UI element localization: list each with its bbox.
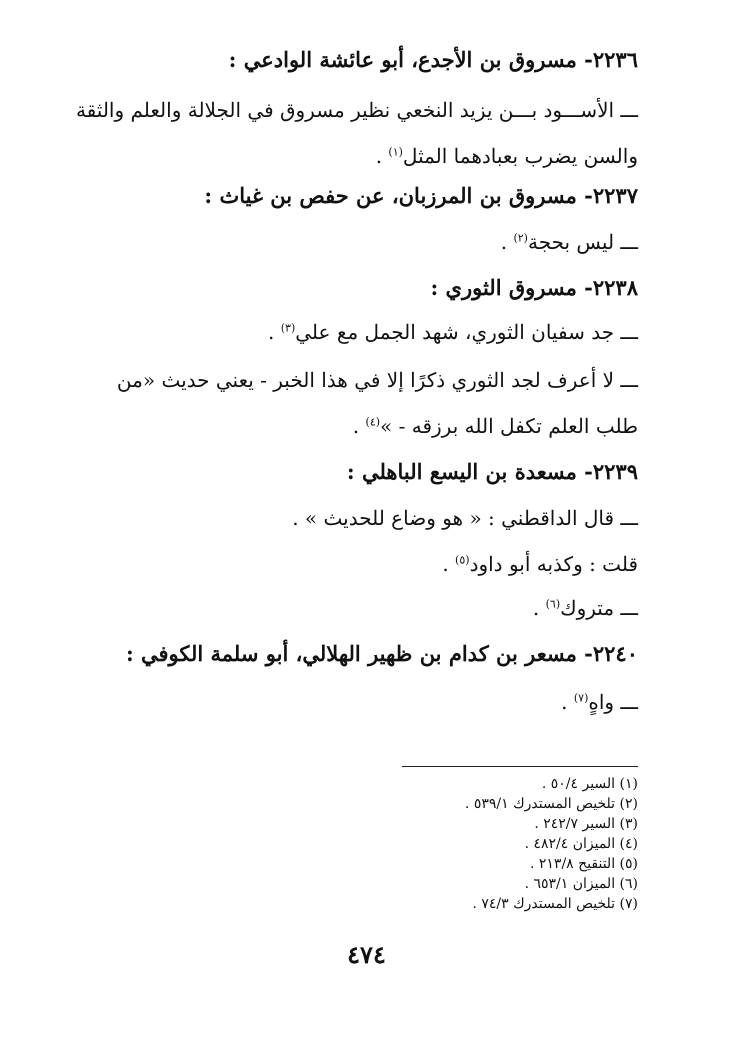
page-number: ٤٧٤: [347, 940, 386, 969]
line-text: طلب العلم تكفل الله برزقه - »: [380, 414, 638, 438]
line-text: والسن يضرب بعبادهما المثل: [402, 144, 638, 168]
footnote: (٦) الميزان ٦٥٣/١ .: [524, 876, 638, 892]
line-text: ـــ قال الداقطني : « هو وضاع للحديث » .: [292, 506, 638, 530]
footnote-ref: (٥): [455, 553, 470, 567]
line-tail: .: [268, 320, 281, 344]
line-tail: .: [561, 690, 574, 714]
footnote: (٤) الميزان ٤٨٢/٤ .: [524, 836, 638, 852]
entry-line: [78, 142, 638, 170]
entry-line: [78, 412, 638, 440]
entry-heading: ٢٢٣٨- مسروق الثوري :: [430, 275, 638, 300]
footnote: (٥) التنقيح ٢١٣/٨ .: [529, 856, 638, 872]
line-text: ـــ الأســـود بـــن يزيد النخعي نظير مسروق في الجلالة والعلم والثقة: [75, 98, 638, 122]
line-text: ـــ متروك: [560, 596, 638, 620]
line-tail: .: [375, 144, 389, 168]
entry-line: [78, 688, 638, 716]
footnote-ref: (٦): [545, 597, 561, 611]
line-text: ـــ جد سفيان الثوري، شهد الجمل مع علي: [295, 320, 638, 344]
footnote-ref: (٣): [280, 321, 296, 335]
entry-line: [78, 366, 638, 394]
line-tail: .: [532, 596, 546, 620]
entry-heading: ٢٢٣٦- مسروق بن الأجدع، أبو عائشة الوادعي :: [228, 47, 638, 72]
line-tail: .: [442, 552, 456, 576]
line-tail: .: [500, 230, 514, 254]
footnote: (٧) تلخيص المستدرك ٧٤/٣ .: [472, 896, 638, 912]
footnote-ref: (١): [388, 145, 403, 159]
line-text: ـــ لا أعرف لجد الثوري ذكرًا إلا في هذا الخبر - يعني حديث «من: [116, 368, 638, 392]
entry-line: [78, 550, 638, 578]
entry-line: [75, 96, 638, 124]
line-text: ـــ ليس بحجة: [527, 230, 638, 254]
footnote: (٣) السير ٢٤٢/٧ .: [534, 816, 638, 832]
entry-line: [78, 318, 638, 346]
entry-line: [78, 504, 638, 532]
line-text: ـــ واهٍ: [588, 690, 638, 714]
line-text: قلت : وكذبه أبو داود: [469, 552, 638, 576]
footnote: (٢) تلخيص المستدرك ٥٣٩/١ .: [464, 796, 638, 812]
entry-heading: ٢٢٣٧- مسروق بن المرزبان، عن حفص بن غياث :: [204, 183, 638, 208]
entry-line: [78, 594, 638, 622]
footnote-ref: (٧): [573, 691, 589, 705]
line-tail: .: [352, 414, 366, 438]
footnote-separator: [402, 766, 638, 767]
footnote: (١) السير ٥٠/٤ .: [541, 776, 638, 792]
entry-line: [78, 228, 638, 256]
entry-heading: ٢٢٣٩- مسعدة بن اليسع الباهلي :: [346, 459, 638, 484]
entry-heading: ٢٢٤٠- مسعر بن كدام بن ظهير الهلالي، أبو سلمة الكوفي :: [125, 641, 638, 666]
footnote-ref: (٢): [513, 231, 528, 245]
footnote-ref: (٤): [365, 415, 381, 429]
